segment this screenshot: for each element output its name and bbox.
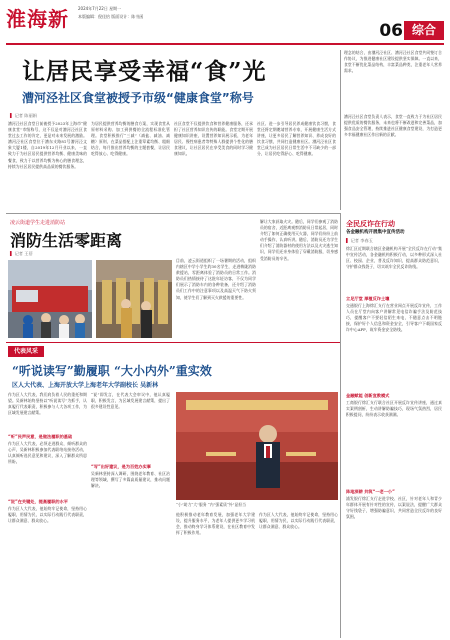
lead-col-1: 漕河泾社区食堂日前被授予2023年上海市“健康食堂”市级称号，这不仅是对漕河泾社区食堂过去工作的肯定，更是对未来发展的激励。漕河泾社区食堂位于漕东支路81号漕河泾文象大厦1楼，自2019年12月开业以来，一直致力于为社区居民提供营养均衡、健康美味的餐食，致力于以营养均衡为核心的膳食理念，持续为社区居民提供高品质的餐饮服务。 (8, 121, 87, 169)
sidebar-rule (340, 213, 341, 638)
sidebar-body-4: 浦发银行徐汇支行走进学校、社区，针对老年人和青少年群体开展有针对性的宣传，以案说法，提醒广大群众守好钱袋子，增强防骗意识，共同营造全民反诈的良好氛围。 (346, 496, 442, 520)
fire-col-1: 目前，凌云街道组织了一场暑期的活动，组织内辖区中学小学生约30名学生，走进梅陇消防救援站，零距离体验了消防员的日常工作。消防员们热情接待了这批年轻访客，不仅为同学们展示了消防车内的各种装备，还介绍了消防员们工作中的注意事项以及高温天气下防火须知，使学生们了解到灭火救援的重要性。 (176, 258, 256, 300)
feature-col-4b: 作为区人大代表，他始终牢记使命，坚持用心履职，用情为民，以实际行动践行代表职责，让群众满意、群众放心。 (259, 512, 338, 530)
lead-col-6: 漕河泾社区食堂负责人表示，食堂一直致力于为社区居民提供优质的餐饮服务，未来也将不断改进和完善菜品，加强食品安全管理，持续推进社区健康食堂建设，为打造更多幸福健康社区作出新的贡献。 (344, 114, 442, 138)
page-number: 06 (379, 21, 403, 41)
lead-col-5: 理念的结合，由漕河泾社区、漕河泾社区食堂共同签订合作协议，为推进健康社区建设提供坚实保障。一直以来，食堂不断优化菜品结构，丰富菜品种类，注重老年人营养需求。 (344, 50, 442, 74)
lead-col-2: 为居民提供营养均衡的膳食方案，实现食堂从原材料采购、加工到供餐的全流程标准化管理。食堂积极推行“三减”（减盐、减油、减糖）原则，在菜品搭配上注重荤素均衡、粗细结合，每月推出营养均衡的主题套餐，让居民吃得放心、吃得健康。 (91, 121, 170, 157)
sidebar-subhead-1: 立足厅堂 厚植反诈土壤 (346, 296, 390, 301)
fire-byline: ▌ 记者 王蓓 (10, 251, 33, 256)
feature-subhead-2: “说”在关键处，提高履职的水平 (8, 499, 68, 504)
fire-photo-1 (8, 260, 92, 338)
section-rule (6, 213, 340, 214)
lead-byline: ▌ 记者 陈丽娟 (10, 113, 37, 118)
feature-col-2: “说”即发言，在代表大会审议中，他认真履职，积极发言，为区域发展建言献策，提出了很多建设性意见。 (91, 392, 170, 410)
feature-photo-caption: “小”助力“大”服务 “内”强素质“外”显担当 (176, 502, 246, 507)
fire-kicker: 凌云街道学生走进消防站 (10, 220, 66, 226)
feature-col-3: 作为区人大代表，他始终牢记使命，坚持用心履职，用情为民，以实际行动践行代表职责，让群众满意、群众放心。 (8, 506, 87, 524)
feature-body-1: 作为区人大代表，必须走进群众，倾听群众的心声，吴新林积极参加代表联络站接待活动，认真倾听选民意见和建议，深入了解群众所思所盼。 (8, 441, 87, 465)
feature-subhead-1: “听”民声民意，是做法履职的基础 (8, 434, 73, 439)
feature-col-1: 作为区人大代表，我们肩负着人民的重托和期望。吴新林始终坚持以“听说读写”为抓手，认真履行代表职责，积极参与人大各项工作，为区域发展建言献策。 (8, 392, 87, 416)
section-label: 综合 (404, 21, 444, 40)
column-rule (340, 50, 341, 210)
fire-col-2: 解让大家获取火灾。随后，同学们参观了消防员的宿舍，近距离观察消防员日常起居，同时介绍了如何正确使用灭火器，同学们纷纷上前动手操作，认真听讲。随后，消防员还为学生们介绍了消防器材的使用方法以及火灾逃生知识，同学们还亲身体验了穿戴消防服，切身感受消防员的辛苦。 (260, 219, 338, 261)
sidebar-subhead-2: 金融赋能 创新宣教模式 (346, 393, 390, 398)
lead-col-4: 社区、进一步引导居民养成健康饮食习惯，食堂还将定期邀请营养专家，开展健康生活方式讲座，让更多居民了解营养知识、养成良好的饮食习惯，共同打造健康社区。漕河泾社区食堂已成为社区居民日常生活中不可缺少的一部分，让居民吃得舒心、吃得健康。 (257, 121, 336, 157)
fire-photo-2 (96, 260, 172, 338)
sidebar-subhead-3: 阵地深耕 共筑“一老一小” (346, 489, 395, 494)
lead-subheadline: 漕河泾社区食堂被授予市级“健康食堂”称号 (22, 91, 254, 105)
feature-tag: 代表风采 (8, 346, 44, 357)
issue-date: 2024年7月22日 星期一 (78, 6, 122, 11)
feature-col-4a: 他积极推动老年教育发展，加强老年大学建设，提升服务水平，为老年人提供更多学习机会，推动终身学习体系建设，在社区教育中发挥了积极作用。 (176, 512, 255, 536)
feature-rule (6, 342, 340, 343)
sidebar-body-3: 工商银行徐汇支行联合社区开展反诈宣传讲座，通过真实案例剖析，生动讲解防骗技巧，现场气氛热烈，居民积极提问，纷纷表示收获满满。 (346, 400, 442, 418)
lead-headline: 让居民享受幸福“食”光 (22, 58, 267, 85)
sidebar-byline: ▌ 记者 李春玉 (346, 238, 373, 243)
feature-headline: “听说读写”勤履职 “大小内外”重实效 (12, 364, 212, 378)
masthead-rule (6, 43, 444, 45)
lead-col-3: 社区食堂不仅提供饮食和营养健康服务，还承担了社区营养知识宣传的职能。食堂定期开展健康知识讲座，设置营养知识展示板，为老年居民、慢性病患者等特殊人群提供个性化的膳食建议，让社区居民在享受美食的同时学习健康知识。 (174, 121, 253, 157)
sidebar-body-2: 交通银行上海徐汇支行在营业网点开展反诈宣传，工作人员在厅堂内向客户讲解常见电信诈骗手法及防范技巧，提醒客户不要轻信陌生来电，不随意点击不明链接，保护好个人信息和资金安全，引导客户下载国家反诈中心APP，筑牢资金安全防线。 (346, 303, 442, 333)
sidebar-body-1: 徐汇区近期联合辖区金融机构开展“全民反诈在行动”集中宣传活动，各金融机构积极行动，以多种形式深入社区、校园、企业，普及反诈知识，提高群众防范意识，守护群众钱袋子，切实筑牢全民反诈防线。 (346, 246, 442, 270)
fire-headline: 消防生活零距离 (10, 231, 123, 250)
masthead-logo: 淮海新 (6, 7, 69, 31)
page-editors: 本版编辑：倪佳怡 版面设计：陈书函 (78, 14, 144, 19)
feature-photo (176, 392, 338, 500)
feature-subheadline: 区人大代表、上海开放大学上海老年大学副校长 吴新林 (12, 382, 159, 389)
feature-subhead-3: “写”出好建议，是为百姓办实事 (91, 464, 151, 469)
sidebar-subtitle: 各金融机构开展集中宣传活动 (346, 230, 405, 235)
sidebar-title: 全民反诈在行动 (346, 220, 395, 228)
feature-body-3: 吴新林坚持深入调研，围绕老年教育、社区治理等领域，撰写了多篇高质量建议，推动问题解决。 (91, 471, 170, 489)
